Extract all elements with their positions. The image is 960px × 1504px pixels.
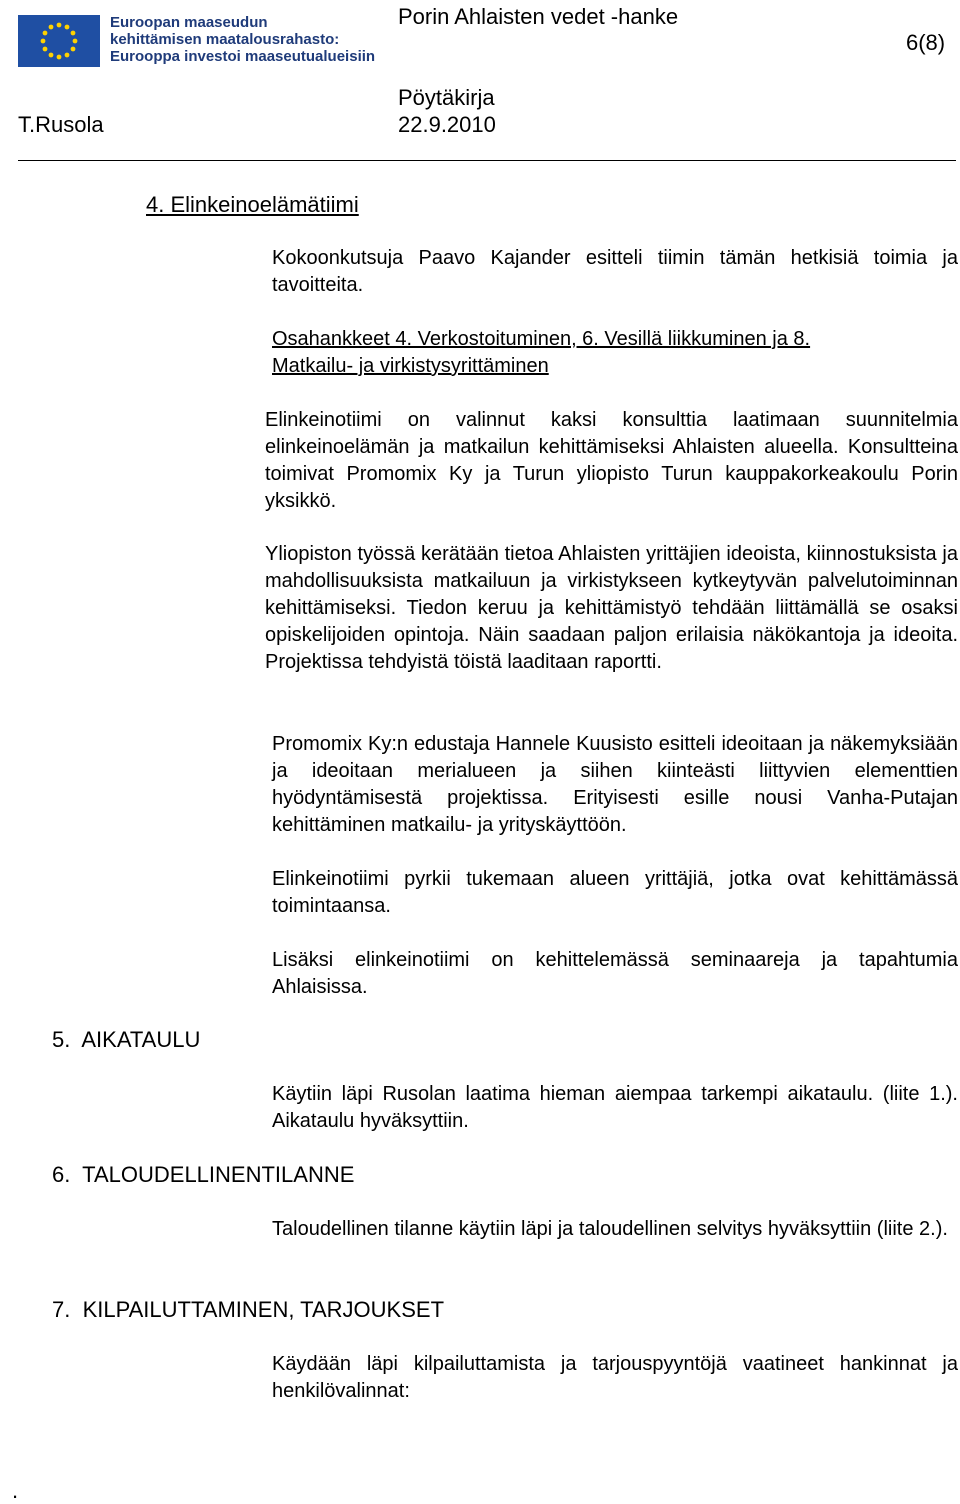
page-number: 6(8) — [906, 30, 946, 55]
document-type: Pöytäkirja — [398, 85, 495, 110]
section-5-heading: 5. AIKATAULU — [52, 1027, 201, 1052]
document-date: 22.9.2010 — [398, 112, 496, 137]
logo-line: Eurooppa investoi maaseutualueisiin — [110, 48, 376, 65]
section-4-paragraph-6: Lisäksi elinkeinotiimi on kehittelemässä seminaareja ja tapahtumia Ahlaisissa. — [272, 949, 958, 998]
section-4-paragraph-3: Yliopiston työssä kerätään tietoa Ahlaisten yrittäjien ideoista, kiinnostuksista ja mahdollisuuksista matkailuun ja virkistykseen kytkeytyvän palvelutoiminnan kehittämiseksi. Tiedon keruu ja kehittämistyö tehdään liittämällä se osaksi opiskelijoiden opintoja. Näin saadaan paljon erilaisia näkökantoja ja ideoita. Projektissa tehdyistä töistä laaditaan raportti. — [265, 543, 958, 673]
logo-line: kehittämisen maatalousrahasto: — [110, 31, 340, 48]
section-4-paragraph-2: Elinkeinotiimi on valinnut kaksi konsulttia laatimaan suunnitelmia elinkeinoelämän ja matkailun kehittämiseksi Ahlaisten alueella. Konsultteina toimivat Promomix Ky ja Turun yliopisto Turun kauppakorkeakoulu Porin yksikkö. — [265, 409, 958, 512]
section-6-heading: 6. TALOUDELLINENTILANNE — [52, 1162, 355, 1187]
author: T.Rusola — [18, 112, 104, 137]
logo-text — [110, 14, 375, 65]
header-divider — [18, 160, 956, 161]
section-6-paragraph: Taloudellinen tilanne käytiin läpi ja taloudellinen selvitys hyväksyttiin (liite 2.). — [272, 1218, 948, 1240]
section-5-paragraph: Käytiin läpi Rusolan laatima hieman aiempaa tarkempi aikataulu. (liite 1.). Aikataulu hyväksyttiin. — [272, 1083, 958, 1132]
logo-line: Euroopan maaseudun — [110, 14, 268, 31]
eu-flag-icon — [18, 15, 100, 67]
section-4-paragraph-4: Promomix Ky:n edustaja Hannele Kuusisto esitteli ideoitaan ja näkemyksiään ja ideoitaan merialueen ja siihen kiinteästi liittyvien elementtien hyödyntämisestä projektissa. Erityisesti esille nousi Vanha-Putajan kehittäminen matkailu- ja yrityskäyttöön. — [272, 733, 958, 836]
project-title: Porin Ahlaisten vedet -hanke — [398, 4, 679, 29]
section-7-heading: 7. KILPAILUTTAMINEN, TARJOUKSET — [52, 1297, 445, 1322]
footer-mark: . — [12, 1478, 19, 1503]
section-4-subheading: Osahankkeet 4. Verkostoituminen, 6. Vesillä liikkuminen ja 8. Matkailu- ja virkistysyrittäminen — [272, 328, 811, 377]
section-4-paragraph-1: Kokoonkutsuja Paavo Kajander esitteli tiimin tämän hetkisiä toimia ja tavoitteita. — [272, 247, 958, 296]
section-7-paragraph: Käydään läpi kilpailuttamista ja tarjouspyyntöjä vaatineet hankinnat ja henkilövalinnat: — [272, 1353, 958, 1402]
section-4-heading: 4. Elinkeinoelämätiimi — [146, 192, 359, 217]
section-4-paragraph-5: Elinkeinotiimi pyrkii tukemaan alueen yrittäjiä, jotka ovat kehittämässä toimintaansa. — [272, 868, 958, 917]
